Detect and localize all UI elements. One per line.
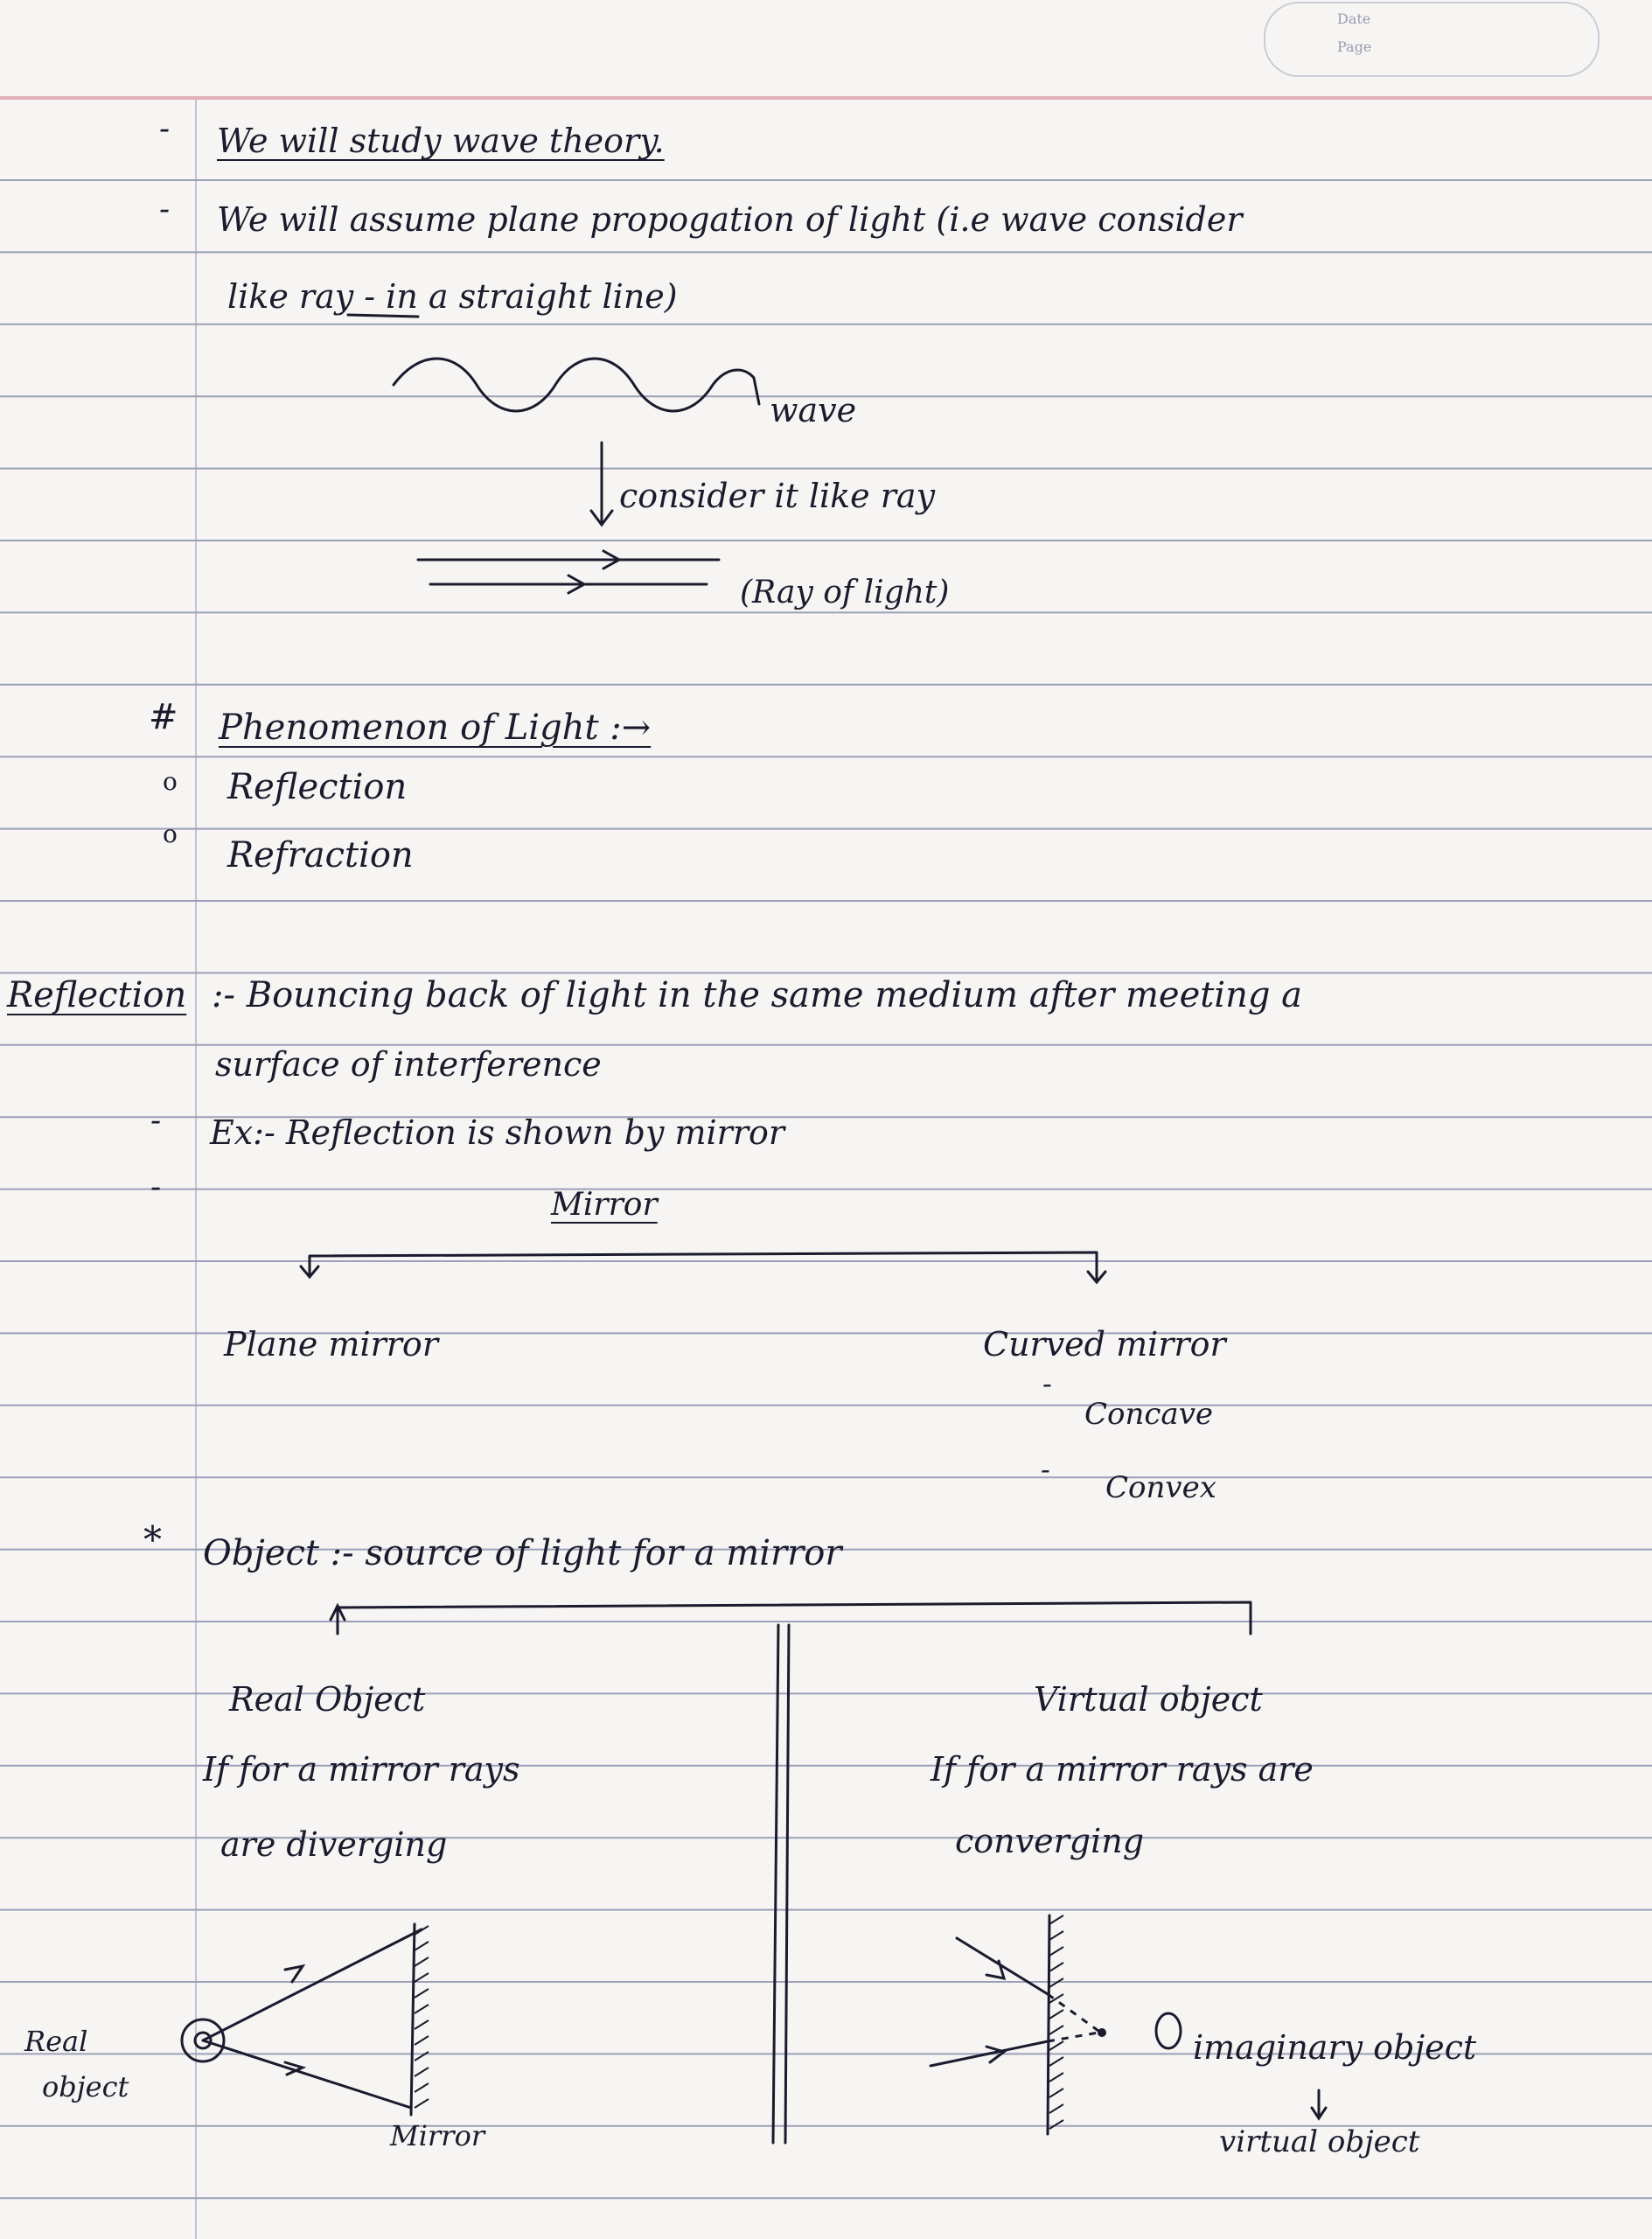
real-object-title: Real Object: [229, 1680, 426, 1719]
bullet-dash: -: [150, 1103, 162, 1139]
imaginary-object-label: imaginary object: [1193, 2028, 1477, 2067]
curved-mirror-label: Curved mirror: [983, 1325, 1226, 1364]
convex-label: Convex: [1105, 1470, 1216, 1505]
bullet-dash: -: [150, 1169, 162, 1205]
mirror-title: Mirror: [551, 1187, 658, 1223]
star-mark: *: [143, 1518, 162, 1561]
virtual-object-title: Virtual object: [1034, 1680, 1263, 1719]
reflection-example: Ex:- Reflection is shown by mirror: [210, 1113, 785, 1152]
bullet-circle: o: [163, 767, 178, 796]
real-object-margin-2: object: [42, 2070, 129, 2103]
mirror-caption: Mirror: [390, 2119, 485, 2152]
object-definition: Object :- source of light for a mirror: [203, 1533, 842, 1573]
reflection-definition-2: surface of interference: [215, 1045, 602, 1084]
virtual-object-desc-2: converging: [955, 1822, 1145, 1860]
plane-mirror-label: Plane mirror: [224, 1325, 438, 1364]
page-label: Page: [1337, 38, 1372, 55]
consider-label: consider it like ray: [619, 477, 936, 515]
reflection-definition-1: :- Bouncing back of light in the same medium after meeting a: [212, 975, 1303, 1015]
phenomenon-item-reflection: Reflection: [227, 767, 408, 807]
real-object-desc-2: are diverging: [220, 1825, 448, 1864]
virtual-object-desc-1: If for a mirror rays are: [931, 1750, 1314, 1789]
intro-line-3: like ray - in a straight line): [227, 277, 678, 316]
real-object-margin-1: Real: [24, 2025, 88, 2058]
real-object-desc-1: If for a mirror rays: [203, 1750, 520, 1789]
page-header-box: [1264, 2, 1600, 77]
phenomenon-title: Phenomenon of Light :→: [219, 708, 652, 748]
phenomenon-item-refraction: Refraction: [227, 835, 414, 875]
date-label: Date: [1337, 10, 1371, 27]
intro-line-1: We will study wave theory.: [217, 122, 665, 160]
concave-label: Concave: [1084, 1397, 1214, 1432]
intro-line-2: We will assume plane propogation of light (i.e wave consider: [217, 200, 1243, 239]
bullet-dash: -: [1042, 1367, 1052, 1400]
hash-mark: #: [149, 697, 178, 737]
bullet-dash: -: [159, 111, 171, 147]
bullet-dash: -: [159, 192, 171, 227]
ray-label: (Ray of light): [740, 575, 950, 610]
reflection-term: Reflection: [7, 975, 187, 1015]
virtual-object-caption: virtual object: [1219, 2124, 1420, 2159]
wave-label: wave: [770, 391, 857, 429]
bullet-dash: -: [1041, 1453, 1050, 1486]
bullet-circle: o: [163, 820, 178, 848]
